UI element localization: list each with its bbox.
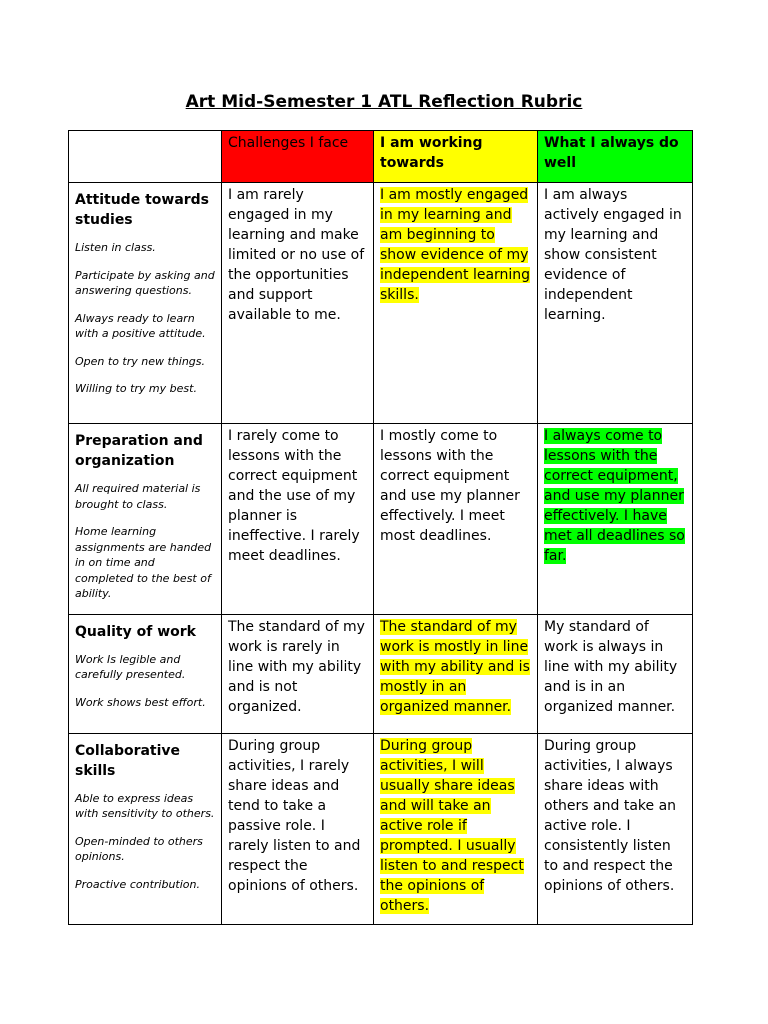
descriptor-text: During group activities, I rarely share ideas and tend to take a passive role. I rarely listen to and respect the opinions of others. [228, 737, 361, 894]
challenges-cell [222, 614, 374, 733]
indicator-list [75, 652, 215, 711]
criterion-title: Collaborative skills [75, 742, 181, 779]
indicator-item: Work Is legible and carefully presented. [75, 652, 186, 681]
header-cell-criteria [69, 131, 222, 183]
header-label: Challenges I face [228, 135, 349, 151]
indicator-item: Listen in class. [75, 241, 156, 254]
header-cell-always-well [538, 131, 693, 183]
descriptor-text: During group activities, I always share ideas with others and take an active role. I consistently listen to and respect the opinions of others. [544, 737, 677, 894]
indicator-list [75, 240, 215, 397]
indicator-item: Home learning assignments are handed in on time and completed to the best of ability. [75, 525, 212, 600]
indicator-item: Willing to try my best. [75, 382, 197, 395]
criterion-title: Quality of work [75, 623, 196, 640]
indicator-item: Participate by asking and answering questions. [75, 268, 215, 297]
criterion-cell [69, 183, 222, 424]
indicator-item: Always ready to learn with a positive attitude. [75, 311, 206, 340]
page-title: Art Mid-Semester 1 ATL Reflection Rubric [185, 92, 583, 112]
descriptor-text: The standard of my work is mostly in line with my ability and is mostly in an organized manner. [380, 618, 530, 715]
working-towards-cell [374, 614, 538, 733]
descriptor-text: I am always actively engaged in my learning and show consistent evidence of independent learning. [544, 187, 682, 323]
indicator-list [75, 481, 215, 602]
rubric-table [68, 130, 693, 925]
always-well-cell [538, 733, 693, 924]
descriptor-text: I mostly come to lessons with the correct equipment and use my planner effectively. I meet most deadlines. [380, 428, 520, 544]
criterion-title: Attitude towards studies [75, 192, 210, 228]
descriptor-text: I always come to lessons with the correct equipment, and use my planner effectively. I have met all deadlines so far. [544, 428, 685, 564]
challenges-cell [222, 424, 374, 615]
criterion-cell [69, 733, 222, 924]
always-well-cell [538, 183, 693, 424]
header-label: I am working towards [380, 135, 483, 171]
criterion-cell [69, 424, 222, 615]
indicator-item: Able to express ideas with sensitivity to others. [75, 791, 215, 820]
always-well-cell [538, 424, 693, 615]
rubric-row-collaboration [69, 733, 693, 924]
indicator-item: Open-minded to others opinions. [75, 834, 203, 863]
working-towards-cell [374, 733, 538, 924]
indicator-item: Work shows best effort. [75, 695, 206, 709]
rubric-row-attitude [69, 183, 693, 424]
working-towards-cell [374, 424, 538, 615]
header-label: What I always do well [544, 135, 679, 171]
rubric-row-preparation [69, 424, 693, 615]
indicator-item: Open to try new things. [75, 354, 206, 368]
challenges-cell [222, 733, 374, 924]
indicator-item: Proactive contribution. [75, 877, 200, 891]
criterion-title: Preparation and organization [75, 433, 203, 469]
challenges-cell [222, 183, 374, 424]
indicator-list [75, 791, 215, 893]
descriptor-text: I am rarely engaged in my learning and make limited or no use of the opportunities and support available to me. [228, 187, 365, 323]
header-row [69, 131, 693, 183]
descriptor-text: My standard of work is always in line with my ability and is in an organized manner. [544, 618, 678, 715]
working-towards-cell [374, 183, 538, 424]
criterion-cell [69, 614, 222, 733]
descriptor-text: During group activities, I will usually share ideas and will take an active role if prompted. I usually listen to and respect the opinions of others. [380, 737, 524, 914]
always-well-cell [538, 614, 693, 733]
header-cell-working-towards [374, 131, 538, 183]
descriptor-text: I rarely come to lessons with the correct equipment and the use of my planner is ineffective. I rarely meet deadlines. [228, 428, 360, 564]
descriptor-text: I am mostly engaged in my learning and am beginning to show evidence of my independent learning skills. [380, 187, 531, 303]
indicator-item: All required material is brought to class. [75, 482, 201, 511]
descriptor-text: The standard of my work is rarely in line with my ability and is not organized. [228, 618, 365, 715]
header-label [69, 131, 221, 133]
header-cell-challenges [222, 131, 374, 183]
rubric-row-quality [69, 614, 693, 733]
